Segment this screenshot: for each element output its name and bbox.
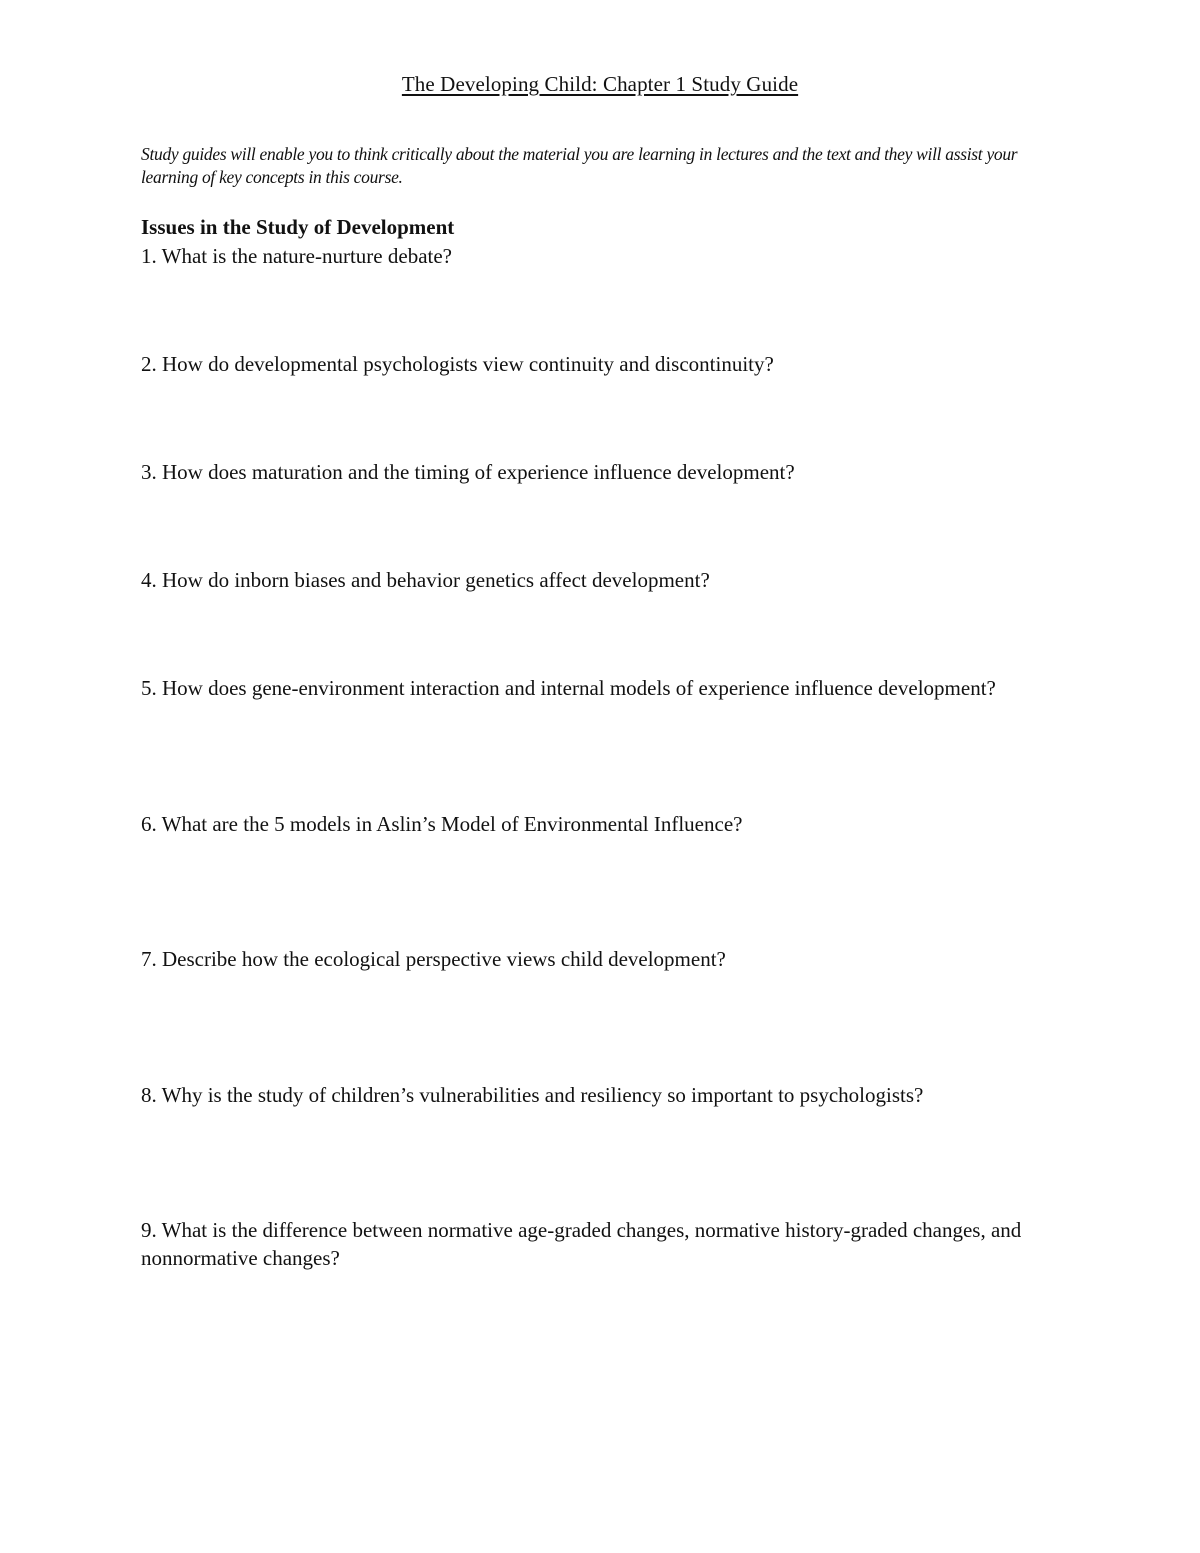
question-text: How do developmental psychologists view continuity and discontinuity? — [162, 352, 774, 376]
question-text: Describe how the ecological perspective views child development? — [162, 947, 726, 971]
question-number: 4. — [141, 568, 157, 592]
intro-paragraph: Study guides will enable you to think critically about the material you are learning in lectures and the text and they will assist your learning of key concepts in this course. — [141, 144, 1018, 187]
question-text: Why is the study of children’s vulnerabilities and resiliency so important to psychologists? — [161, 1083, 924, 1107]
question-text: What is the difference between normative age-graded changes, normative history-graded changes, and nonnormative changes? — [141, 1218, 1022, 1270]
question-text: What is the nature-nurture debate? — [161, 244, 452, 268]
question-number: 2. — [141, 352, 157, 376]
question-number: 3. — [141, 460, 157, 484]
question-3 — [141, 458, 1041, 486]
page-title: The Developing Child: Chapter 1 Study Guide — [401, 72, 799, 96]
question-text: How does maturation and the timing of experience influence development? — [162, 460, 795, 484]
question-text: How do inborn biases and behavior genetics affect development? — [162, 568, 710, 592]
question-2 — [141, 350, 1041, 378]
question-6 — [141, 810, 1041, 838]
question-number: 9. — [141, 1218, 157, 1242]
question-5 — [141, 674, 1041, 702]
section-heading: Issues in the Study of Development — [141, 215, 455, 239]
question-4 — [141, 566, 1041, 594]
question-1 — [141, 242, 1041, 270]
question-number: 8. — [141, 1083, 157, 1107]
question-number: 6. — [141, 812, 157, 836]
question-text: How does gene-environment interaction and internal models of experience influence development? — [162, 676, 996, 700]
question-9 — [141, 1216, 1041, 1272]
question-number: 7. — [141, 947, 157, 971]
question-text: What are the 5 models in Aslin’s Model of Environmental Influence? — [161, 812, 743, 836]
question-number: 1. — [141, 244, 157, 268]
question-8 — [141, 1081, 1041, 1109]
question-number: 5. — [141, 676, 157, 700]
question-7 — [141, 945, 1041, 973]
